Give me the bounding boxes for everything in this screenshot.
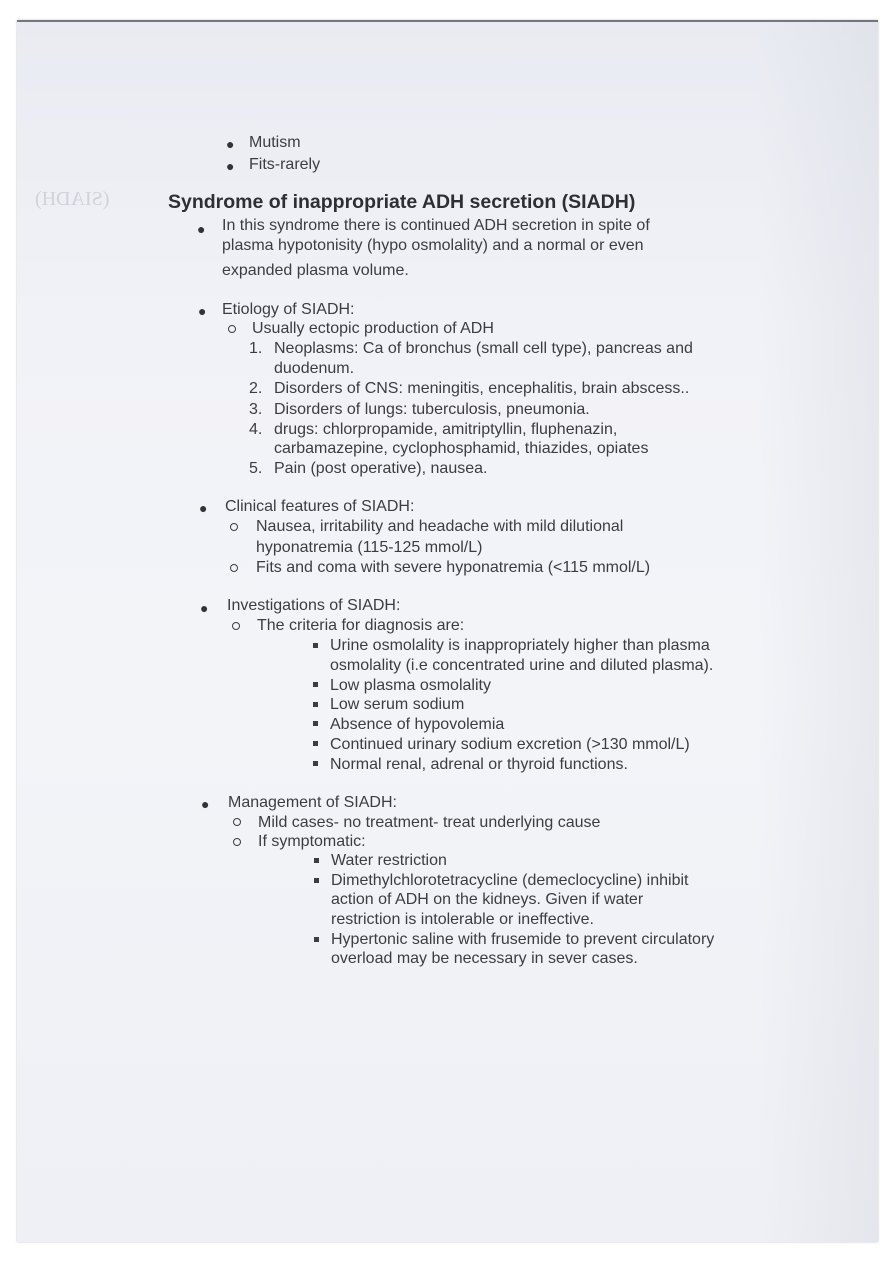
investigations-line: Low serum sodium [330, 696, 465, 713]
square-bullet [313, 761, 318, 766]
intro-line: In this syndrome there is continued ADH secretion in spite of [222, 217, 650, 234]
management-heading: Management of SIADH: [228, 794, 397, 811]
management-line: restriction is intolerable or ineffective. [331, 911, 594, 928]
circle-bullet [233, 838, 241, 846]
etiology-number: 2. [249, 380, 263, 397]
clinical-line: Fits and coma with severe hyponatremia (<115 mmol/L) [256, 559, 651, 576]
management-sub: If symptomatic: [258, 833, 366, 850]
management-line: Dimethylchlorotetracycline (demeclocycline) inhibit [331, 872, 689, 889]
etiology-heading: Etiology of SIADH: [222, 301, 355, 318]
investigations-heading: Investigations of SIADH: [227, 597, 401, 614]
section-title: Syndrome of inappropriate ADH secretion (SIADH) [168, 191, 636, 213]
investigations-line: Absence of hypovolemia [330, 716, 505, 733]
etiology-line: Pain (post operative), nausea. [274, 460, 488, 477]
management-line: action of ADH on the kidneys. Given if water [331, 891, 644, 908]
etiology-line: duodenum. [274, 360, 355, 377]
etiology-number: 4. [249, 421, 263, 438]
square-bullet [313, 643, 318, 648]
square-bullet [313, 721, 318, 726]
etiology-sub: Usually ectopic production of ADH [252, 320, 494, 337]
intro-line: plasma hypotonisity (hypo osmolality) and a normal or even [222, 237, 644, 254]
page-top-edge [17, 20, 878, 22]
management-line: overload may be necessary in sever cases. [331, 950, 638, 967]
clinical-line: Nausea, irritability and headache with mild dilutional [256, 518, 624, 535]
etiology-line: Disorders of CNS: meningitis, encephalitis, brain abscess.. [274, 380, 690, 397]
investigations-sub: The criteria for diagnosis are: [257, 617, 465, 634]
square-bullet [314, 858, 319, 863]
circle-bullet [230, 523, 238, 531]
top-list-item: Fits-rarely [249, 156, 321, 173]
etiology-line: Disorders of lungs: tuberculosis, pneumonia. [274, 401, 590, 418]
management-line: Hypertonic saline with frusemide to prevent circulatory [331, 931, 715, 948]
etiology-line: Neoplasms: Ca of bronchus (small cell type), pancreas and [274, 340, 693, 357]
clinical-line: hyponatremia (115-125 mmol/L) [256, 539, 483, 556]
bullet-dot: ● [226, 158, 235, 174]
investigations-line: Normal renal, adrenal or thyroid functions. [330, 756, 628, 773]
bullet-dot: ● [200, 600, 209, 616]
etiology-number: 5. [249, 460, 263, 477]
bleed-through-mark: (SIADH) [35, 188, 110, 210]
page-shadow [758, 20, 878, 1242]
investigations-line: Urine osmolality is inappropriately higher than plasma [330, 637, 710, 654]
bullet-dot: ● [226, 136, 235, 152]
etiology-line: carbamazepine, cyclophosphamid, thiazides, opiates [274, 440, 649, 457]
document-page [17, 20, 878, 1242]
square-bullet [313, 741, 318, 746]
square-bullet [313, 702, 318, 707]
investigations-line: Low plasma osmolality [330, 677, 491, 694]
management-sub: Mild cases- no treatment- treat underlying cause [258, 814, 601, 831]
etiology-number: 3. [249, 401, 263, 418]
square-bullet [314, 937, 319, 942]
investigations-line: osmolality (i.e concentrated urine and diluted plasma). [330, 657, 714, 674]
circle-bullet [228, 325, 236, 333]
intro-line: expanded plasma volume. [222, 262, 409, 279]
management-line: Water restriction [331, 852, 447, 869]
etiology-line: drugs: chlorpropamide, amitriptyllin, fluphenazin, [274, 421, 618, 438]
square-bullet [314, 878, 319, 883]
investigations-line: Continued urinary sodium excretion (>130 mmol/L) [330, 736, 690, 753]
bullet-dot: ● [197, 221, 206, 237]
bullet-dot: ● [199, 500, 208, 516]
bullet-dot: ● [198, 303, 207, 319]
bullet-dot: ● [201, 796, 210, 812]
etiology-number: 1. [249, 340, 263, 357]
top-list-item: Mutism [249, 134, 301, 151]
circle-bullet [233, 818, 241, 826]
square-bullet [313, 682, 318, 687]
clinical-heading: Clinical features of SIADH: [225, 498, 415, 515]
circle-bullet [230, 564, 238, 572]
circle-bullet [232, 622, 240, 630]
